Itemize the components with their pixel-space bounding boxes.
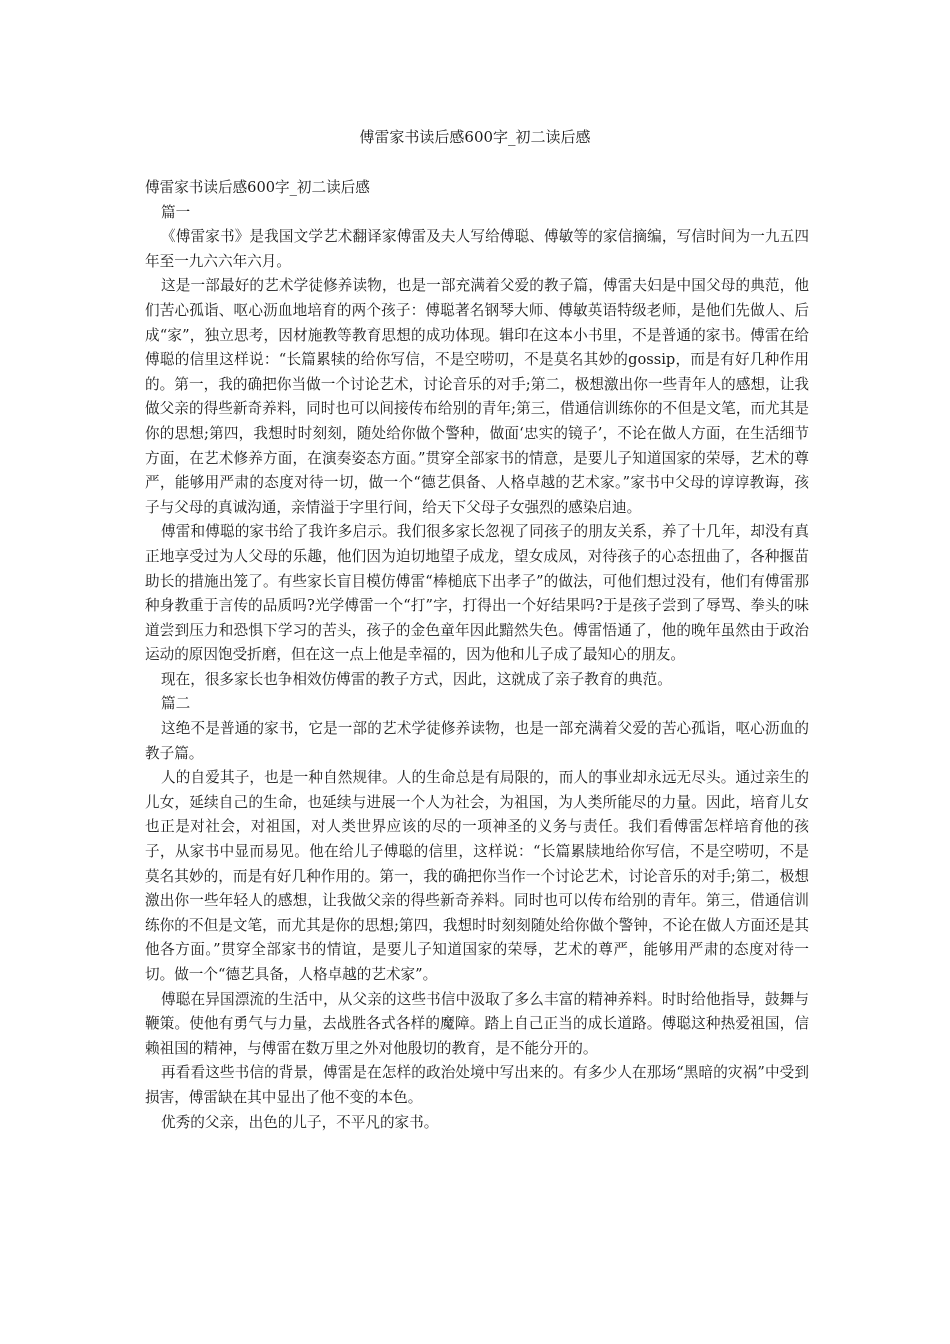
section-heading-2: 篇二 xyxy=(161,695,191,713)
paragraph: 傅聪在异国漂流的生活中，从父亲的这些书信中汲取了多么丰富的精神养料。时时给他指导，鼓舞与鞭策。使他有勇气与力量，去战胜各式各样的魔障。踏上自己正当的成长道路。傅聪这种热爱祖国，信赖祖国的精神，与傅雷在数万里之外对他殷切的教育，是不能分开的。 xyxy=(145,990,809,1057)
paragraph: 优秀的父亲，出色的儿子，不平凡的家书。 xyxy=(161,1113,439,1131)
document-title: 傅雷家书读后感600字_初二读后感 xyxy=(359,128,591,146)
paragraph: 傅雷和傅聪的家书给了我许多启示。我们很多家长忽视了同孩子的朋友关系，养了十几年，却没有真正地享受过为人父母的乐趣，他们因为迫切地望子成龙，望女成凤，对待孩子的心态扭曲了，各种揠苗助长的措施出笼了。有些家长盲目模仿傅雷“棒槌底下出孝子”的做法，可他们想过没有，他们有傅雷那种身教重于言传的品质吗?光学傅雷一个“打”字，打得出一个好结果吗?于是孩子尝到了辱骂、拳头的味道尝到压力和恐惧下学习的苦头，孩子的金色童年因此黯然失色。傅雷悟通了，他的晚年虽然由于政治运动的原因饱受折磨，但在这一点上他是幸福的，因为他和儿子成了最知心的朋友。 xyxy=(145,523,809,664)
document-body xyxy=(145,176,809,1135)
paragraph: 这绝不是普通的家书，它是一部的艺术学徒修养读物，也是一部充满着父爱的苦心孤诣，呕心沥血的教子篇。 xyxy=(145,720,809,762)
paragraph: 再看看这些书信的背景，傅雷是在怎样的政治处境中写出来的。有多少人在那场“黑暗的灾祸”中受到损害，傅雷缺在其中显出了他不变的本色。 xyxy=(145,1064,809,1106)
paragraph: 人的自爱其子，也是一种自然规律。人的生命总是有局限的，而人的事业却永远无尽头。通过亲生的儿女，延续自己的生命，也延续与进展一个人为社会，为祖国，为人类所能尽的力量。因此，培育儿女也正是对社会，对祖国，对人类世界应该的尽的一项神圣的义务与责任。我们看傅雷怎样培育他的孩子，从家书中显而易见。他在给儿子傅聪的信里，这样说：“长篇累牍地给你写信，不是空唠叨，不是莫名其妙的，而是有好几种作用的。第一，我的确把你当作一个讨论艺术，讨论音乐的对手;第二，极想激出你一些年轻人的感想，让我做父亲的得些新奇养料。同时也可以传布给别的青年。第三，借通信训练你的不但是文笔，而尤其是你的思想;第四，我想时时刻刻随处给你做个警钟，不论在做人方面还是其他各方面。”贯穿全部家书的情谊，是要儿子知道国家的荣辱，艺术的尊严，能够用严肃的态度对待一切。做一个“德艺具备，人格卓越的艺术家”。 xyxy=(145,769,809,983)
paragraph: 这是一部最好的艺术学徒修养读物，也是一部充满着父爱的教子篇，傅雷夫妇是中国父母的典范，他们苦心孤诣、呕心沥血地培育的两个孩子：傅聪著名钢琴大师、傅敏英语特级老师，是他们先做人、后成“家”，独立思考，因材施教等教育思想的成功体现。辑印在这本小书里，不是普通的家书。傅雷在给傅聪的信里这样说：“长篇累犊的给你写信，不是空唠叨，不是莫名其妙的gossip，而是有好几种作用的。第一，我的确把你当做一个讨论艺术，讨论音乐的对手;第二，极想激出你一些青年人的感想，让我做父亲的得些新奇养料，同时也可以间接传布给别的青年;第三，借通信训练你的不但是文笔，而尤其是你的思想;第四，我想时时刻刻，随处给你做个警种，做面‘忠实的镜子’，不论在做人方面，在生活细节方面，在艺术修养方面，在演奏姿态方面。”贯穿全部家书的情意，是要儿子知道国家的荣辱，艺术的尊严，能够用严肃的态度对待一切，做一个“德艺俱备、人格卓越的艺术家。”家书中父母的谆谆教诲，孩子与父母的真诚沟通，亲情溢于字里行间，给天下父母子女强烈的感染启迪。 xyxy=(145,277,809,516)
document-subtitle: 傅雷家书读后感600字_初二读后感 xyxy=(145,179,370,196)
paragraph: 现在，很多家长也争相效仿傅雷的教子方式，因此，这就成了亲子教育的典范。 xyxy=(161,670,672,688)
section-heading-1: 篇一 xyxy=(161,203,191,221)
paragraph: 《傅雷家书》是我国文学艺术翻译家傅雷及夫人写给傅聪、傅敏等的家信摘编，写信时间为一九五四年至一九六六年六月。 xyxy=(145,228,809,270)
